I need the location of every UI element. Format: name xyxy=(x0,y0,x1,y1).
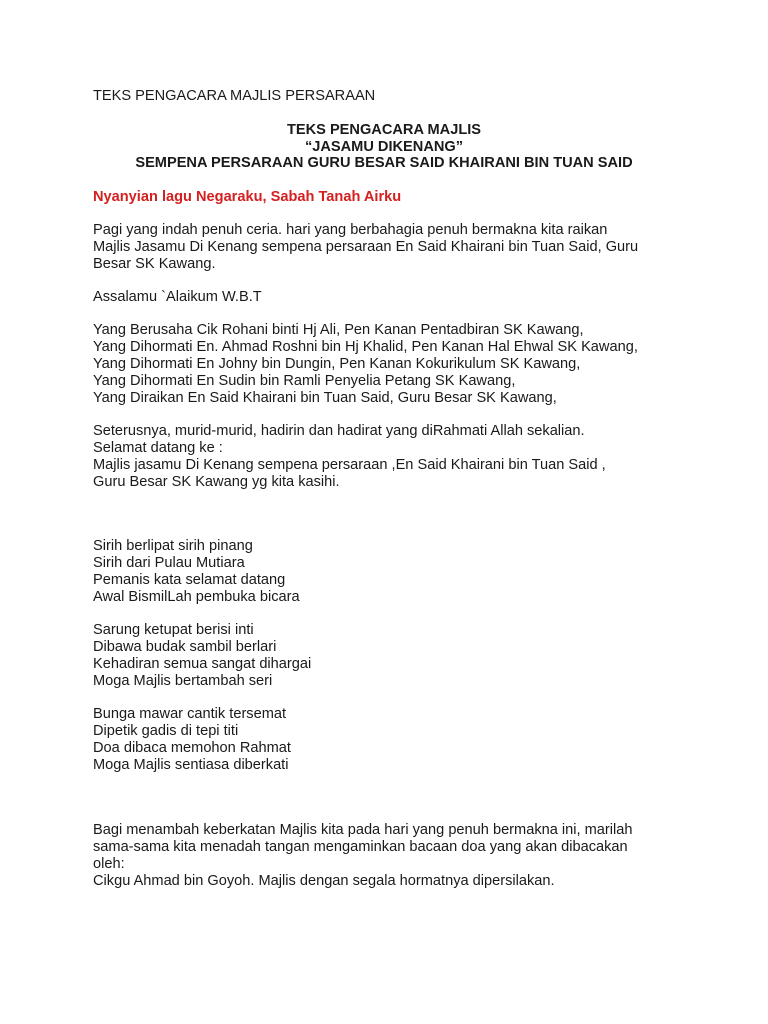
pantun-2-line: Kehadiran semua sangat dihargai xyxy=(93,656,312,672)
honorific-line: Yang Dihormati En Sudin bin Ramli Penyelia Petang SK Kawang, xyxy=(93,373,516,389)
welcome-line: Seterusnya, murid-murid, hadirin dan hadirat yang diRahmati Allah sekalian. xyxy=(93,423,585,439)
pantun-1-line: Awal BismilLah pembuka bicara xyxy=(93,589,300,605)
closing-line: oleh: xyxy=(93,856,125,872)
pantun-2-line: Sarung ketupat berisi inti xyxy=(93,622,254,638)
welcome-line: Majlis jasamu Di Kenang sempena persaraan ,En Said Khairani bin Tuan Said , xyxy=(93,457,606,473)
closing-line: sama-sama kita menadah tangan mengaminkan bacaan doa yang akan dibacakan xyxy=(93,839,628,855)
song-line: Nyanyian lagu Negaraku, Sabah Tanah Airku xyxy=(93,189,402,205)
pantun-2-line: Dibawa budak sambil berlari xyxy=(93,639,277,655)
honorific-line: Yang Dihormati En. Ahmad Roshni bin Hj Khalid, Pen Kanan Hal Ehwal SK Kawang, xyxy=(93,339,638,355)
welcome-line: Selamat datang ke : xyxy=(93,440,223,456)
pantun-1-line: Pemanis kata selamat datang xyxy=(93,572,286,588)
pantun-1-line: Sirih berlipat sirih pinang xyxy=(93,538,253,554)
intro-line: Pagi yang indah penuh ceria. hari yang berbahagia penuh bermakna kita raikan xyxy=(93,222,608,238)
welcome-line: Guru Besar SK Kawang yg kita kasihi. xyxy=(93,474,340,490)
pantun-1-line: Sirih dari Pulau Mutiara xyxy=(93,555,245,571)
intro-line: Besar SK Kawang. xyxy=(93,256,216,272)
pantun-3-line: Bunga mawar cantik tersemat xyxy=(93,706,287,722)
honorific-line: Yang Dihormati En Johny bin Dungin, Pen Kanan Kokurikulum SK Kawang, xyxy=(93,356,581,372)
pantun-3-line: Doa dibaca memohon Rahmat xyxy=(93,740,291,756)
header-line: TEKS PENGACARA MAJLIS PERSARAAN xyxy=(93,88,376,104)
intro-line: Majlis Jasamu Di Kenang sempena persaraan En Said Khairani bin Tuan Said, Guru xyxy=(93,239,639,255)
closing-line: Bagi menambah keberkatan Majlis kita pada hari yang penuh bermakna ini, marilah xyxy=(93,822,633,838)
title-line-1: TEKS PENGACARA MAJLIS xyxy=(286,122,482,138)
pantun-2-line: Moga Majlis bertambah seri xyxy=(93,673,273,689)
pantun-3-line: Moga Majlis sentiasa diberkati xyxy=(93,757,289,773)
title-line-3: SEMPENA PERSARAAN GURU BESAR SAID KHAIRANI BIN TUAN SAID xyxy=(135,155,633,171)
pantun-3-line: Dipetik gadis di tepi titi xyxy=(93,723,239,739)
closing-line: Cikgu Ahmad bin Goyoh. Majlis dengan segala hormatnya dipersilakan. xyxy=(93,873,555,889)
honorific-line: Yang Diraikan En Said Khairani bin Tuan Said, Guru Besar SK Kawang, xyxy=(93,390,557,406)
greeting-line: Assalamu `Alaikum W.B.T xyxy=(93,289,262,305)
honorific-line: Yang Berusaha Cik Rohani binti Hj Ali, Pen Kanan Pentadbiran SK Kawang, xyxy=(93,322,584,338)
title-line-2: “JASAMU DIKENANG” xyxy=(304,139,464,155)
